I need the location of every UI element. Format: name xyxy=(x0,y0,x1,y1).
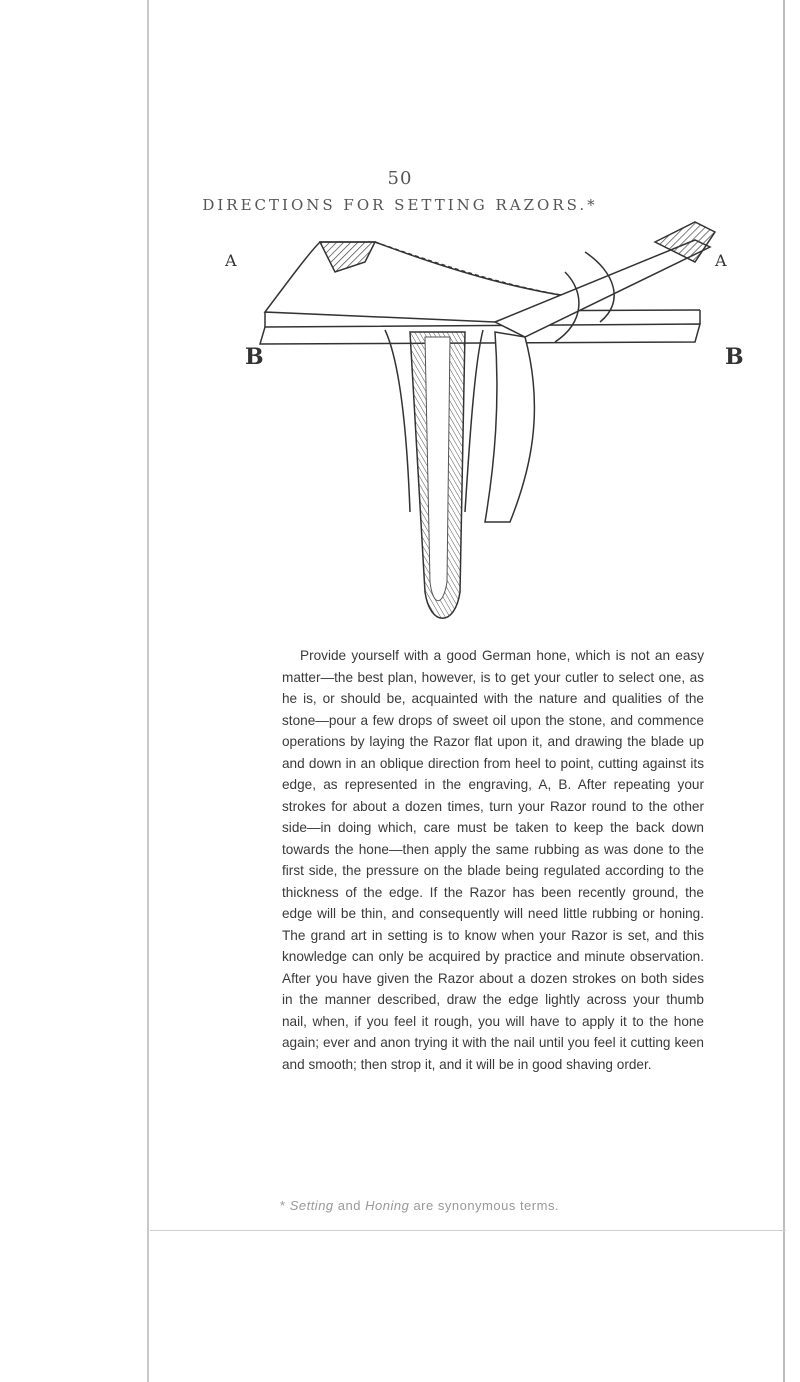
page-number: 50 xyxy=(387,168,413,189)
label-a-right: A xyxy=(715,251,727,270)
footnote-term-setting: Setting xyxy=(289,1198,334,1213)
footnote xyxy=(280,1198,720,1213)
running-head: DIRECTIONS FOR SETTING RAZORS.* xyxy=(202,196,598,214)
footnote-term-honing: Honing xyxy=(365,1198,410,1213)
engraving-illustration xyxy=(225,212,745,637)
body-paragraph: Provide yourself with a good German hone, which is not an easy matter—the best plan, however, is to get your cutler to select one, as he is, or should be, acquainted with the nature and qualities of the stone—pour a few drops of sweet oil upon the stone, and commence operations by laying the Razor flat upon it, and drawing the blade up and down in an oblique direction from heel to point, cutting against its edge, as represented in the engraving, A, B. After repeating your strokes for about a dozen times, turn your Razor round to the other side—in doing which, care must be taken to keep the back down towards the hone—then apply the same rubbing as was done to the first side, the pressure on the blade being regulated according to the thickness of the edge. If the Razor has been recently ground, the edge will be thin, and consequently will need little rubbing or honing. The grand art in setting is to know when your Razor is set, and this knowledge can only be acquired by practice and minute observation. After you have given the Razor about a dozen strokes on both sides in the manner described, draw the edge lightly across your thumb nail, when, if you feel it rough, you will have to apply it to the hone again; ever and anon trying it with the nail until you feel it cutting keen and smooth; then strop it, and it will be in good shaving order. xyxy=(282,648,704,1072)
footnote-connector: and xyxy=(337,1198,361,1213)
razor-handle xyxy=(385,330,483,618)
label-b-left: B xyxy=(245,344,264,370)
footnote-rest: are synonymous terms. xyxy=(413,1198,560,1213)
razor-spine-right xyxy=(495,222,715,337)
footnote-marker: * xyxy=(280,1198,286,1213)
label-b-right: B xyxy=(725,344,744,370)
razor-hone-engraving xyxy=(225,212,745,637)
bottom-rule xyxy=(150,1230,786,1231)
label-a-left: A xyxy=(225,251,237,270)
